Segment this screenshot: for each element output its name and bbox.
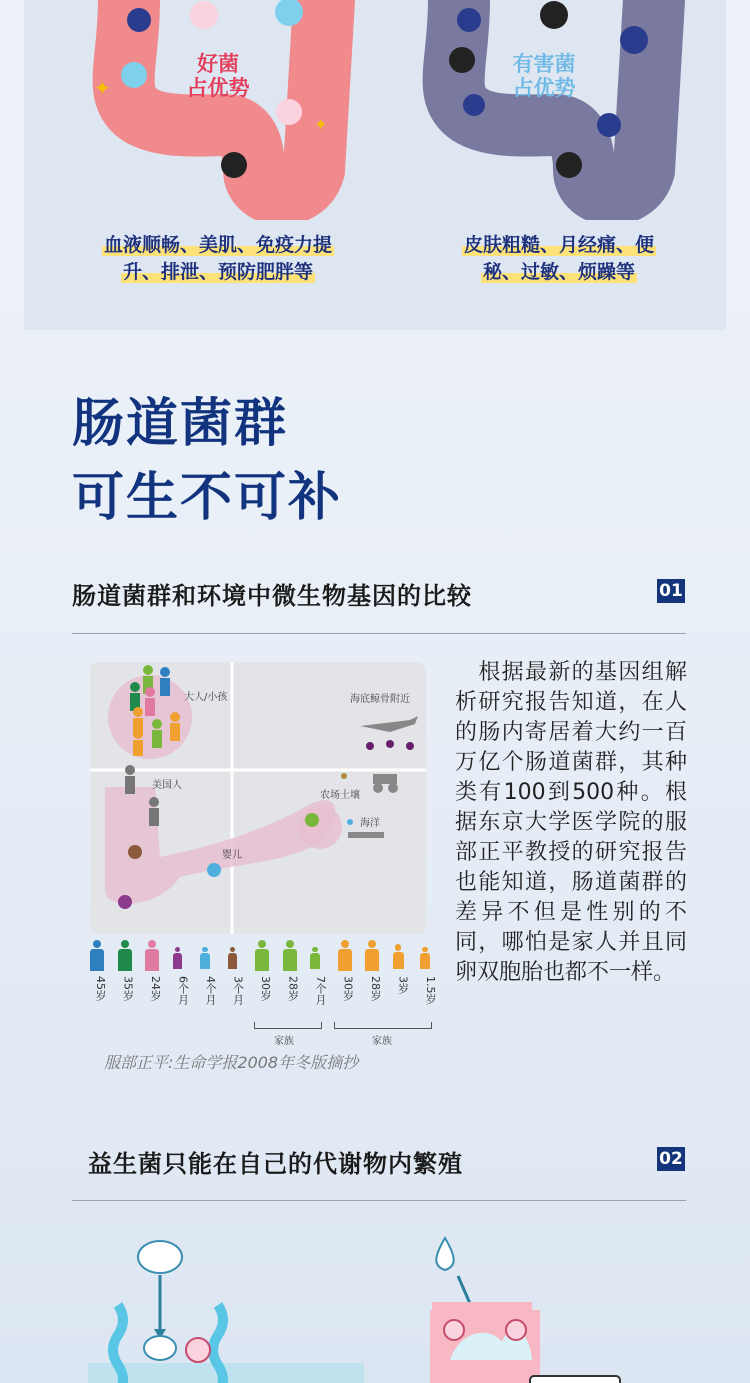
age-label: 30岁	[341, 976, 355, 1001]
bad-caption-line1: 皮肤粗糙、月经痛、便	[463, 234, 654, 256]
svg-text:✦: ✦	[94, 76, 111, 100]
good-caption-line1: 血液顺畅、美肌、免疫力提	[103, 234, 332, 256]
age-person-icon	[145, 940, 159, 971]
age-person-icon	[365, 940, 379, 971]
heading-line2: 可生不可补	[72, 467, 343, 528]
probiotic-illustration-right	[420, 1230, 660, 1383]
heading-line1: 肠道菌群	[72, 393, 289, 454]
graph-source: 服部正平:生命学报2008年冬版摘抄	[104, 1053, 359, 1072]
age-label: 3岁	[396, 976, 410, 994]
section2-divider	[72, 1200, 686, 1201]
good-gut-illustration	[74, 0, 374, 220]
bad-gut-caption	[424, 232, 694, 286]
section1-body: 根据最新的基因组解析研究报告知道，在人的肠内寄居着大约一百万亿个肠道菌群，其种类有100到500种。根据东京大学医学院的服部正平教授的研究报告也能知道，肠道菌群的差异不但是性别的不同，哪怕是家人并且同卵双胞胎也都不一样。	[455, 660, 687, 985]
family-label-2: 家族	[372, 1036, 392, 1047]
age-label: 30岁	[259, 976, 272, 1001]
intestine-comparison-panel	[24, 0, 726, 330]
age-label: 1.5岁	[424, 976, 437, 1005]
age-person-icon	[338, 940, 352, 971]
good-gut-label: 好菌 占优势	[186, 52, 250, 100]
age-label: 7个月	[314, 976, 327, 1005]
age-label: 45岁	[94, 976, 107, 1001]
age-person-icon	[118, 940, 132, 971]
label-american: 美国人	[152, 780, 182, 791]
age-label: 28岁	[369, 976, 382, 1001]
label-ocean: 海洋	[360, 818, 380, 829]
label-deep-sea: 海底鲸骨附近	[350, 694, 410, 705]
svg-text:✦: ✦	[314, 115, 328, 134]
section2-badge: 02	[657, 1147, 685, 1171]
good-caption-line2: 升、排泄、预防肥胖等	[122, 261, 313, 283]
bad-gut-label: 有害菌 占优势	[512, 52, 576, 100]
age-label: 6个月	[176, 976, 190, 1005]
family-bracket-2	[334, 1022, 432, 1029]
age-person-icon	[228, 947, 238, 969]
age-person-icon	[90, 940, 104, 971]
age-person-icon	[173, 947, 183, 969]
age-person-icon	[283, 940, 297, 971]
age-label: 24岁	[149, 976, 162, 1001]
age-person-icon	[255, 940, 269, 971]
section2-title: 益生菌只能在自己的代谢物内繁殖	[88, 1150, 463, 1178]
age-person-icon	[310, 947, 320, 969]
label-adult-child: 大人/小孩	[184, 692, 228, 703]
section1-title: 肠道菌群和环境中微生物基因的比较	[72, 582, 472, 610]
bad-gut-illustration	[404, 0, 704, 220]
bad-caption-line2: 秘、过敏、烦躁等	[482, 261, 635, 283]
age-person-icon	[200, 947, 210, 969]
family-label-1: 家族	[274, 1036, 294, 1047]
section1-divider	[72, 633, 686, 634]
family-bracket-1	[254, 1022, 322, 1029]
age-person-icon	[420, 947, 430, 969]
age-legend	[86, 940, 436, 1050]
age-label: 4个月	[204, 976, 217, 1005]
age-label: 3个月	[231, 976, 245, 1005]
section1-badge: 01	[657, 579, 685, 603]
label-infant: 婴儿	[222, 850, 242, 861]
age-label: 35岁	[121, 976, 135, 1001]
age-label: 28岁	[286, 976, 300, 1001]
label-farm-soil: 农场土壤	[320, 790, 360, 801]
good-gut-caption	[68, 232, 368, 286]
microbe-comparison-graph	[90, 662, 426, 934]
probiotic-illustration-left	[88, 1235, 368, 1383]
age-person-icon	[393, 944, 404, 969]
